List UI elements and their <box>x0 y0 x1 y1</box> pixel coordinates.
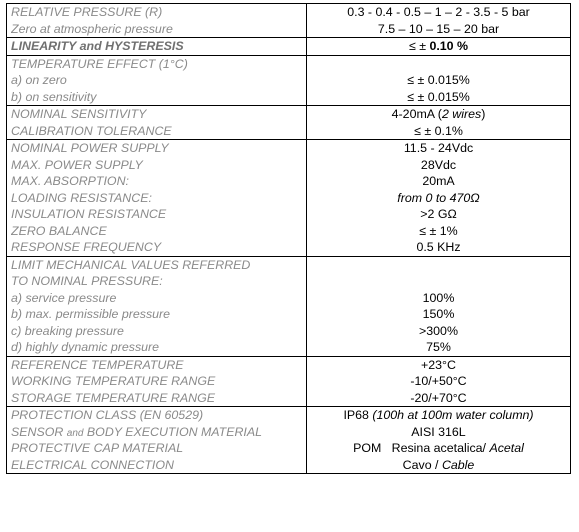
sensitivity-value: 4-20mA ( <box>391 107 442 121</box>
spec-row-mechanical-limits <box>7 256 571 356</box>
spec-label: REFERENCE TEMPERATURE <box>11 357 184 372</box>
spec-label: TEMPERATURE EFFECT (1°C) <box>11 56 188 71</box>
spec-value <box>307 257 570 274</box>
spec-value-cell <box>307 4 571 38</box>
spec-label: LINEARITY and HYSTERESIS <box>11 39 184 53</box>
spec-value: 0.5 KHz <box>416 240 461 254</box>
spec-value <box>307 56 570 73</box>
spec-label: CALIBRATION TOLERANCE <box>11 123 172 138</box>
protection-value: IP68 <box>343 408 373 422</box>
spec-value-prefix: ≤ ± <box>408 39 430 53</box>
spec-label: TO NOMINAL PRESSURE: <box>11 274 163 288</box>
spec-value: 11.5 - 24Vdc <box>403 141 474 155</box>
spec-row-temperature-effect <box>7 55 571 106</box>
spec-label-cell <box>7 4 307 38</box>
spec-label-cell <box>7 38 307 56</box>
specifications-sheet <box>6 3 570 474</box>
spec-value: 0.3 - 0.4 - 0.5 – 1 – 2 - 3.5 - 5 bar <box>347 5 530 19</box>
spec-value <box>307 407 570 424</box>
spec-value-cell <box>307 38 571 56</box>
spec-value <box>307 106 570 123</box>
sensor-label-and: and <box>66 427 84 439</box>
spec-label: RELATIVE PRESSURE (R) <box>11 5 163 19</box>
connection-value: Cavo / <box>402 457 442 472</box>
spec-value: ≤ ± 0.015% <box>407 73 470 87</box>
spec-value-cell <box>307 55 571 106</box>
spec-value-bold: 0.10 % <box>429 39 469 53</box>
spec-label: PROTECTION CLASS (EN 60529) <box>11 408 204 422</box>
spec-label: b) on sensitivity <box>11 89 97 104</box>
cap-material-en: Acetal <box>489 441 524 455</box>
spec-label: Zero at atmospheric pressure <box>11 21 173 36</box>
spec-value <box>307 457 570 474</box>
spec-row-temperatures <box>7 356 571 407</box>
sensitivity-close: ) <box>481 107 486 121</box>
spec-label: STORAGE TEMPERATURE RANGE <box>11 390 216 405</box>
spec-value <box>307 440 570 457</box>
specifications-table <box>6 3 571 474</box>
protection-note: (100h at 100m water column) <box>372 408 534 422</box>
spec-label: WORKING TEMPERATURE RANGE <box>11 374 216 388</box>
spec-label: MAX. ABSORPTION: <box>11 174 129 188</box>
spec-value: +23°C <box>421 357 456 372</box>
sensor-label-start: SENSOR <box>11 424 67 439</box>
spec-value: 100% <box>422 290 455 305</box>
spec-row-sensitivity <box>7 106 571 140</box>
spec-value: >2 GΩ <box>420 207 457 221</box>
spec-label-cell <box>7 55 307 106</box>
spec-label: LOADING RESISTANCE: <box>11 190 152 205</box>
spec-row-pressure <box>7 4 571 38</box>
spec-row-linearity <box>7 38 571 56</box>
spec-value-cell <box>307 106 571 140</box>
spec-value: from 0 to 470Ω <box>397 190 480 205</box>
sensitivity-wires: 2 wires <box>441 107 482 121</box>
spec-label: a) service pressure <box>11 290 117 305</box>
spec-value: 7.5 – 10 – 15 – 20 bar <box>377 21 500 36</box>
spec-label: a) on zero <box>11 73 67 87</box>
spec-label: LIMIT MECHANICAL VALUES REFERRED <box>11 257 251 272</box>
spec-label: MAX. POWER SUPPLY <box>11 157 143 172</box>
spec-value: >300% <box>419 323 458 338</box>
spec-value: 20mA <box>422 174 455 188</box>
spec-label-cell <box>7 407 307 474</box>
connection-value-en: Cable <box>441 457 475 472</box>
spec-value <box>307 273 570 290</box>
spec-value <box>307 38 570 55</box>
sensor-label-end: BODY EXECUTION MATERIAL <box>83 424 263 439</box>
spec-value: 28Vdc <box>420 157 457 172</box>
spec-label-cell <box>7 140 307 257</box>
spec-label: NOMINAL POWER SUPPLY <box>11 141 169 155</box>
spec-label: ZERO BALANCE <box>11 223 107 238</box>
spec-row-power-supply <box>7 140 571 257</box>
spec-label: NOMINAL SENSITIVITY <box>11 107 147 121</box>
spec-value: -20/+70°C <box>410 390 467 405</box>
spec-value: 75% <box>426 340 451 354</box>
spec-label-cell <box>7 356 307 407</box>
spec-label: INSULATION RESISTANCE <box>11 207 167 221</box>
spec-value: AISI 316L <box>411 424 466 439</box>
spec-value: ≤ ± 0.015% <box>407 89 470 104</box>
spec-value: 150% <box>422 307 455 321</box>
spec-label-cell <box>7 106 307 140</box>
spec-label <box>11 424 306 441</box>
spec-value-cell <box>307 356 571 407</box>
spec-label: RESPONSE FREQUENCY <box>11 240 162 254</box>
spec-value: ≤ ± 1% <box>419 223 458 238</box>
spec-label: PROTECTIVE CAP MATERIAL <box>11 441 184 455</box>
spec-row-protection-materials <box>7 407 571 474</box>
spec-value: -10/+50°C <box>410 374 467 388</box>
spec-label: c) breaking pressure <box>11 323 124 338</box>
spec-value-cell <box>307 256 571 356</box>
spec-label: b) max. permissible pressure <box>11 307 171 321</box>
cap-material: POM Resina acetalica/ <box>353 441 490 455</box>
spec-value-cell <box>307 407 571 474</box>
spec-value-cell <box>307 140 571 257</box>
spec-label: ELECTRICAL CONNECTION <box>11 457 174 472</box>
spec-label: d) highly dynamic pressure <box>11 340 160 354</box>
spec-label-cell <box>7 256 307 356</box>
spec-value: ≤ ± 0.1% <box>414 123 463 138</box>
